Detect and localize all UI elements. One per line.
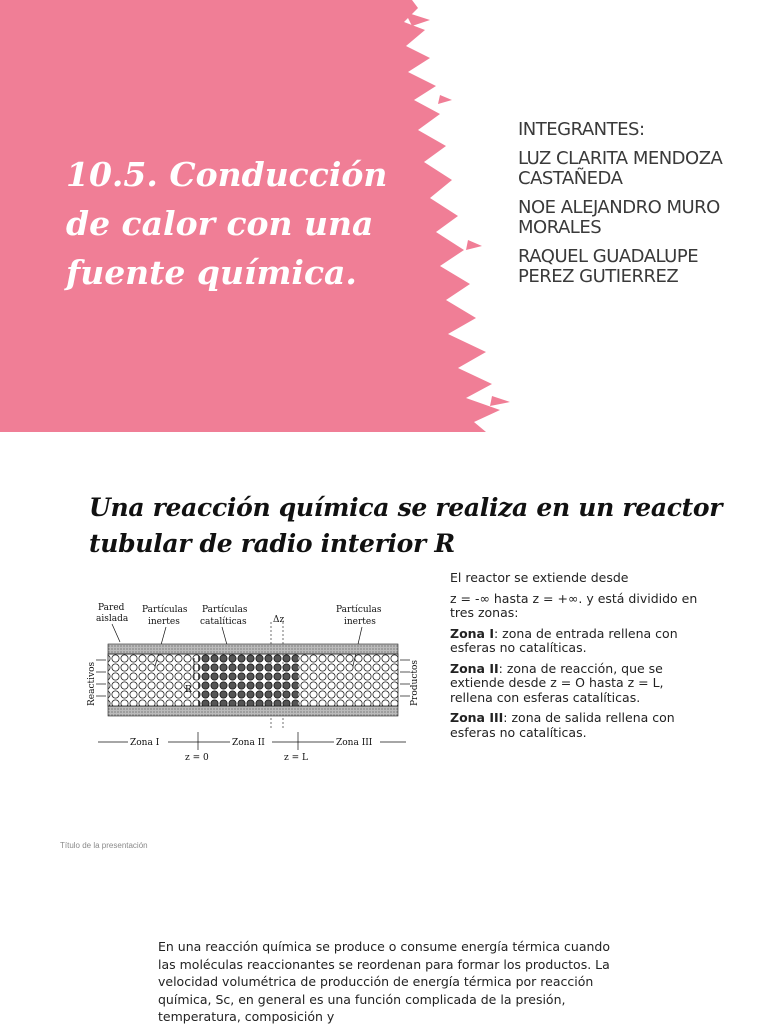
label-productos: Productos (410, 659, 420, 706)
label-inertes-1: inertes (148, 617, 180, 627)
reactor-slide (0, 432, 768, 864)
zone-text: : zona de entrada rellena con esferas no catalíticas. (450, 625, 678, 655)
zone-item (450, 627, 700, 656)
label-radius: R (185, 685, 192, 695)
zone-name: Zona II (450, 660, 499, 676)
zone-text: : zona de reacción, que se extiende desde z = O hasta z = L, rellena con esferas catalíticas. (450, 660, 664, 705)
label-aislada: aislada (96, 614, 129, 624)
zone-text: : zona de salida rellena con esferas no catalíticas. (450, 710, 675, 740)
label-particulas-2: Partículas (202, 605, 248, 615)
presentation-title: 10.5. Conducción de calor con una fuente química. (66, 155, 388, 292)
intro-text: El reactor se extiende desde (450, 570, 629, 585)
label-particulas-1: Partículas (142, 605, 188, 615)
zone-name: Zona III (450, 710, 504, 725)
member-name: LUZ CLARITA MENDOZA CASTAÑEDA (518, 148, 723, 189)
label-reactivos: Reactivos (87, 661, 97, 706)
reactor-diagram (84, 600, 420, 765)
zone-item (450, 711, 700, 740)
label-particulas-3: Partículas (336, 605, 382, 615)
label-zona-2: Zona II (232, 738, 265, 748)
label-z-l: z = L (284, 753, 308, 763)
members-block (518, 120, 758, 296)
members-label: INTEGRANTES: (518, 119, 645, 140)
range-text: z = -∞ hasta z = +∞. y está dividido en tres zonas: (450, 590, 698, 620)
label-z-0: z = 0 (185, 753, 209, 763)
zone-name: Zona I (450, 625, 494, 641)
title-slide (0, 0, 768, 432)
label-delta-z: Δz (273, 615, 285, 625)
slide-footer: Título de la presentación (60, 841, 148, 850)
label-pared: Pared (98, 603, 125, 613)
label-zona-3: Zona III (336, 738, 373, 748)
member-name: NOE ALEJANDRO MURO MORALES (518, 197, 720, 238)
label-cataliticas: catalíticas (200, 617, 247, 627)
text-slide (0, 864, 768, 1024)
body-paragraph: En una reacción química se produce o consume energía térmica cuando las moléculas reaccionantes se reordenan para formar los productos. La velocidad volumétrica de producción de energía térmica por reacción química, Sc, en general es una función complicada de la presión, temperatura, composición y (158, 939, 610, 1024)
zone-item (450, 662, 700, 706)
label-inertes-2: inertes (344, 617, 376, 627)
slide-heading: Una reacción química se realiza en un reactor tubular de radio interior R (89, 493, 723, 558)
label-zona-1: Zona I (130, 738, 160, 748)
member-name: RAQUEL GUADALUPE PEREZ GUTIERREZ (518, 246, 699, 287)
reactor-description (450, 571, 700, 746)
